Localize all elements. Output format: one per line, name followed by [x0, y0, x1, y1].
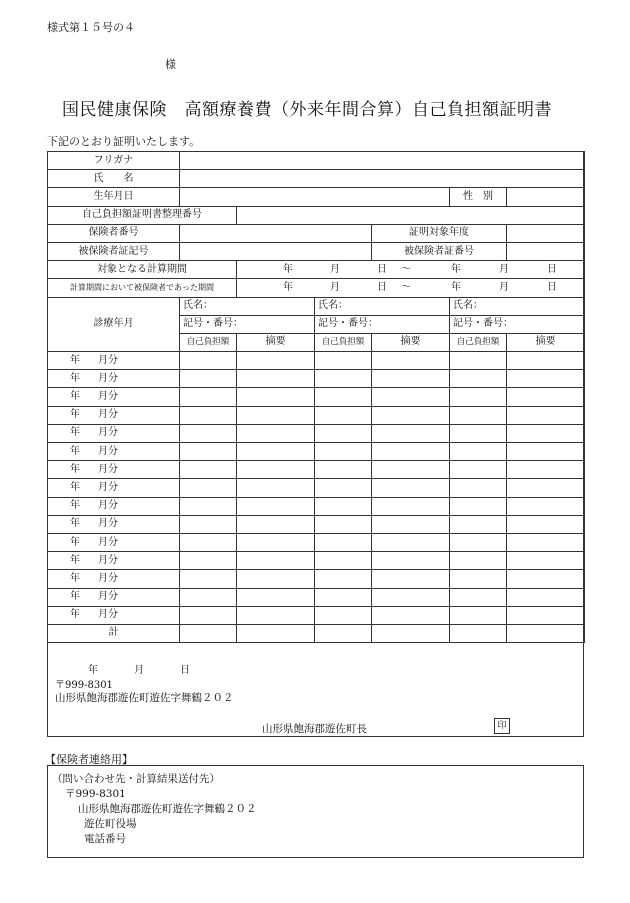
remarks-cell[interactable] — [372, 479, 450, 497]
insurer-number-field[interactable] — [180, 224, 372, 242]
total-copay-cell[interactable] — [180, 624, 237, 642]
month-row-label: 年 月分 — [48, 552, 180, 570]
copay-cell[interactable] — [450, 388, 507, 406]
furigana-field[interactable] — [180, 152, 585, 170]
remarks-cell[interactable] — [237, 606, 315, 624]
copay-cell[interactable] — [450, 352, 507, 370]
copay-cell[interactable] — [450, 497, 507, 515]
month-row — [48, 497, 585, 515]
remarks-cell[interactable] — [237, 497, 315, 515]
copay-cell[interactable] — [315, 533, 372, 551]
total-remarks-cell[interactable] — [507, 624, 585, 642]
copay-cell[interactable] — [315, 461, 372, 479]
remarks-cell[interactable] — [372, 533, 450, 551]
month-row — [48, 461, 585, 479]
month-row-label: 年 月分 — [48, 352, 180, 370]
calc-period-label: 対象となる計算期間 — [48, 261, 237, 279]
insured-symbol-field[interactable] — [180, 242, 372, 260]
insured-period-field[interactable]: 年 月 日 ～ 年 月 日 — [237, 279, 585, 297]
month-row-label: 年 月分 — [48, 443, 180, 461]
remarks-cell[interactable] — [507, 370, 585, 388]
copay-cell[interactable] — [180, 588, 237, 606]
remarks-cell[interactable] — [237, 552, 315, 570]
remarks-cell[interactable] — [237, 479, 315, 497]
seal-stamp: 印 — [494, 718, 510, 734]
month-row-label: 年 月分 — [48, 515, 180, 533]
remarks-cell[interactable] — [237, 443, 315, 461]
month-row — [48, 588, 585, 606]
month-row — [48, 443, 585, 461]
remarks-cell[interactable] — [237, 352, 315, 370]
remarks-header: 摘要 — [372, 333, 450, 351]
total-row — [48, 624, 585, 642]
month-row — [48, 515, 585, 533]
month-row-label: 年 月分 — [48, 570, 180, 588]
copay-cell[interactable] — [180, 424, 237, 442]
copay-cell[interactable] — [315, 352, 372, 370]
remarks-cell[interactable] — [507, 352, 585, 370]
copay-cell[interactable] — [315, 479, 372, 497]
month-row-label: 年 月分 — [48, 406, 180, 424]
month-row — [48, 570, 585, 588]
remarks-cell[interactable] — [507, 533, 585, 551]
month-row-label: 年 月分 — [48, 424, 180, 442]
copay-cell[interactable] — [180, 443, 237, 461]
remarks-cell[interactable] — [507, 424, 585, 442]
month-row-label: 年 月分 — [48, 461, 180, 479]
month-row — [48, 606, 585, 624]
copay-cell[interactable] — [450, 570, 507, 588]
remarks-cell[interactable] — [237, 461, 315, 479]
remarks-cell[interactable] — [237, 370, 315, 388]
remarks-cell[interactable] — [372, 406, 450, 424]
remarks-cell[interactable] — [237, 570, 315, 588]
copay-cell[interactable] — [180, 406, 237, 424]
birthdate-field[interactable] — [180, 188, 450, 206]
issue-date: 年 月 日 — [88, 665, 190, 676]
contact-postal: 〒999-8301 — [65, 788, 126, 800]
total-remarks-cell[interactable] — [237, 624, 315, 642]
birthdate-label: 生年月日 — [48, 188, 180, 206]
remarks-cell[interactable] — [507, 552, 585, 570]
month-row — [48, 370, 585, 388]
copay-cell[interactable] — [180, 461, 237, 479]
copay-cell[interactable] — [180, 533, 237, 551]
month-row-label: 年 月分 — [48, 588, 180, 606]
copay-cell[interactable] — [315, 570, 372, 588]
remarks-cell[interactable] — [507, 406, 585, 424]
total-remarks-cell[interactable] — [372, 624, 450, 642]
remarks-cell[interactable] — [507, 443, 585, 461]
remarks-cell[interactable] — [237, 588, 315, 606]
person3-name-label: 氏名： — [450, 297, 585, 315]
copay-cell[interactable] — [180, 497, 237, 515]
issuer-postal-code: 〒999-8301 — [55, 680, 113, 691]
remarks-cell[interactable] — [372, 370, 450, 388]
month-row-label: 年 月分 — [48, 388, 180, 406]
copay-cell[interactable] — [180, 388, 237, 406]
total-label: 計 — [48, 624, 180, 642]
issuer-mayor: 山形県飽海郡遊佐町長 — [262, 723, 367, 735]
remarks-cell[interactable] — [372, 352, 450, 370]
remarks-cell[interactable] — [372, 424, 450, 442]
copay-cell[interactable] — [450, 552, 507, 570]
month-row-label: 年 月分 — [48, 533, 180, 551]
copay-cell[interactable] — [180, 515, 237, 533]
form-number: 様式第１５号の４ — [47, 21, 135, 34]
copay-cell[interactable] — [315, 497, 372, 515]
contact-office: 遊佐町役場 — [84, 818, 137, 830]
insurer-number-label: 保険者番号 — [48, 224, 180, 242]
month-row — [48, 533, 585, 551]
copay-cell[interactable] — [450, 424, 507, 442]
gender-label: 性 別 — [450, 188, 507, 206]
copay-cell[interactable] — [315, 443, 372, 461]
copay-cell[interactable] — [180, 352, 237, 370]
insured-number-field[interactable] — [507, 242, 585, 260]
name-label: 氏 名 — [48, 170, 180, 188]
insured-symbol-label: 被保険者証記号 — [48, 242, 180, 260]
copay-cell[interactable] — [315, 552, 372, 570]
addressee-suffix: 様 — [165, 58, 176, 71]
contact-box — [47, 765, 584, 858]
copay-cell[interactable] — [450, 406, 507, 424]
month-row — [48, 352, 585, 370]
remarks-cell[interactable] — [507, 497, 585, 515]
remarks-cell[interactable] — [507, 515, 585, 533]
total-copay-cell[interactable] — [450, 624, 507, 642]
certificate-table — [47, 151, 585, 643]
copay-cell[interactable] — [180, 552, 237, 570]
copay-cell[interactable] — [450, 533, 507, 551]
intro-text: 下記のとおり証明いたします。 — [47, 135, 201, 148]
contact-section-label: 【保険者連絡用】 — [45, 753, 133, 766]
copay-cell[interactable] — [315, 388, 372, 406]
gender-field[interactable] — [507, 188, 585, 206]
copay-cell[interactable] — [450, 515, 507, 533]
copay-cell[interactable] — [315, 370, 372, 388]
cert-year-label: 証明対象年度 — [372, 224, 507, 242]
remarks-cell[interactable] — [507, 570, 585, 588]
copay-cell[interactable] — [315, 406, 372, 424]
person2-symbol-label: 記号・番号： — [315, 315, 450, 333]
remarks-cell[interactable] — [372, 570, 450, 588]
copay-header: 自己負担額 — [450, 333, 507, 351]
month-row-label: 年 月分 — [48, 370, 180, 388]
remarks-header: 摘要 — [507, 333, 585, 351]
person2-name-label: 氏名： — [315, 297, 450, 315]
month-row — [48, 479, 585, 497]
month-row-label: 年 月分 — [48, 497, 180, 515]
remarks-cell[interactable] — [237, 406, 315, 424]
copay-cell[interactable] — [450, 606, 507, 624]
copay-cell[interactable] — [180, 479, 237, 497]
copay-cell[interactable] — [450, 588, 507, 606]
copay-cell[interactable] — [315, 606, 372, 624]
month-row — [48, 406, 585, 424]
copay-cell[interactable] — [180, 570, 237, 588]
remarks-cell[interactable] — [372, 443, 450, 461]
document-title: 国民健康保険 高額療養費（外来年間合算）自己負担額証明書 — [62, 100, 552, 120]
copay-cell[interactable] — [450, 370, 507, 388]
calc-period-field[interactable]: 年 月 日 ～ 年 月 日 — [237, 261, 585, 279]
month-row — [48, 388, 585, 406]
issuer-address: 山形県飽海郡遊佐町遊佐字舞鶴２０２ — [55, 692, 234, 704]
remarks-cell[interactable] — [372, 552, 450, 570]
treatment-month-label: 診療年月 — [48, 297, 180, 352]
contact-address: 山形県飽海郡遊佐町遊佐字舞鶴２０２ — [78, 803, 257, 815]
insured-period-label: 計算期間において被保険者であった期間 — [48, 279, 237, 297]
remarks-header: 摘要 — [237, 333, 315, 351]
copay-cell[interactable] — [450, 443, 507, 461]
copay-cell[interactable] — [450, 461, 507, 479]
month-row-label: 年 月分 — [48, 479, 180, 497]
person3-symbol-label: 記号・番号： — [450, 315, 585, 333]
remarks-cell[interactable] — [372, 515, 450, 533]
remarks-cell[interactable] — [507, 388, 585, 406]
remarks-cell[interactable] — [372, 497, 450, 515]
remarks-cell[interactable] — [237, 533, 315, 551]
name-field[interactable] — [180, 170, 585, 188]
remarks-cell[interactable] — [237, 515, 315, 533]
remarks-cell[interactable] — [237, 388, 315, 406]
cert-year-field[interactable] — [507, 224, 585, 242]
remarks-cell[interactable] — [507, 588, 585, 606]
copay-cell[interactable] — [315, 515, 372, 533]
insured-number-label: 被保険者証番号 — [372, 242, 507, 260]
copay-header: 自己負担額 — [315, 333, 372, 351]
cert-number-label: 自己負担額証明書整理番号 — [48, 206, 237, 224]
remarks-cell[interactable] — [372, 588, 450, 606]
copay-header: 自己負担額 — [180, 333, 237, 351]
remarks-cell[interactable] — [507, 479, 585, 497]
cert-number-field[interactable] — [237, 206, 585, 224]
remarks-cell[interactable] — [372, 388, 450, 406]
copay-cell[interactable] — [450, 479, 507, 497]
remarks-cell[interactable] — [507, 606, 585, 624]
copay-cell[interactable] — [180, 606, 237, 624]
furigana-label: フリガナ — [48, 152, 180, 170]
remarks-cell[interactable] — [372, 606, 450, 624]
person1-name-label: 氏名： — [180, 297, 315, 315]
month-row — [48, 424, 585, 442]
copay-cell[interactable] — [180, 370, 237, 388]
contact-phone-label: 電話番号 — [84, 833, 126, 845]
remarks-cell[interactable] — [237, 424, 315, 442]
remarks-cell[interactable] — [372, 461, 450, 479]
person1-symbol-label: 記号・番号： — [180, 315, 315, 333]
remarks-cell[interactable] — [507, 461, 585, 479]
copay-cell[interactable] — [315, 424, 372, 442]
month-row — [48, 552, 585, 570]
copay-cell[interactable] — [315, 588, 372, 606]
inquiry-label: （問い合わせ先・計算結果送付先） — [52, 773, 220, 785]
month-row-label: 年 月分 — [48, 606, 180, 624]
total-copay-cell[interactable] — [315, 624, 372, 642]
